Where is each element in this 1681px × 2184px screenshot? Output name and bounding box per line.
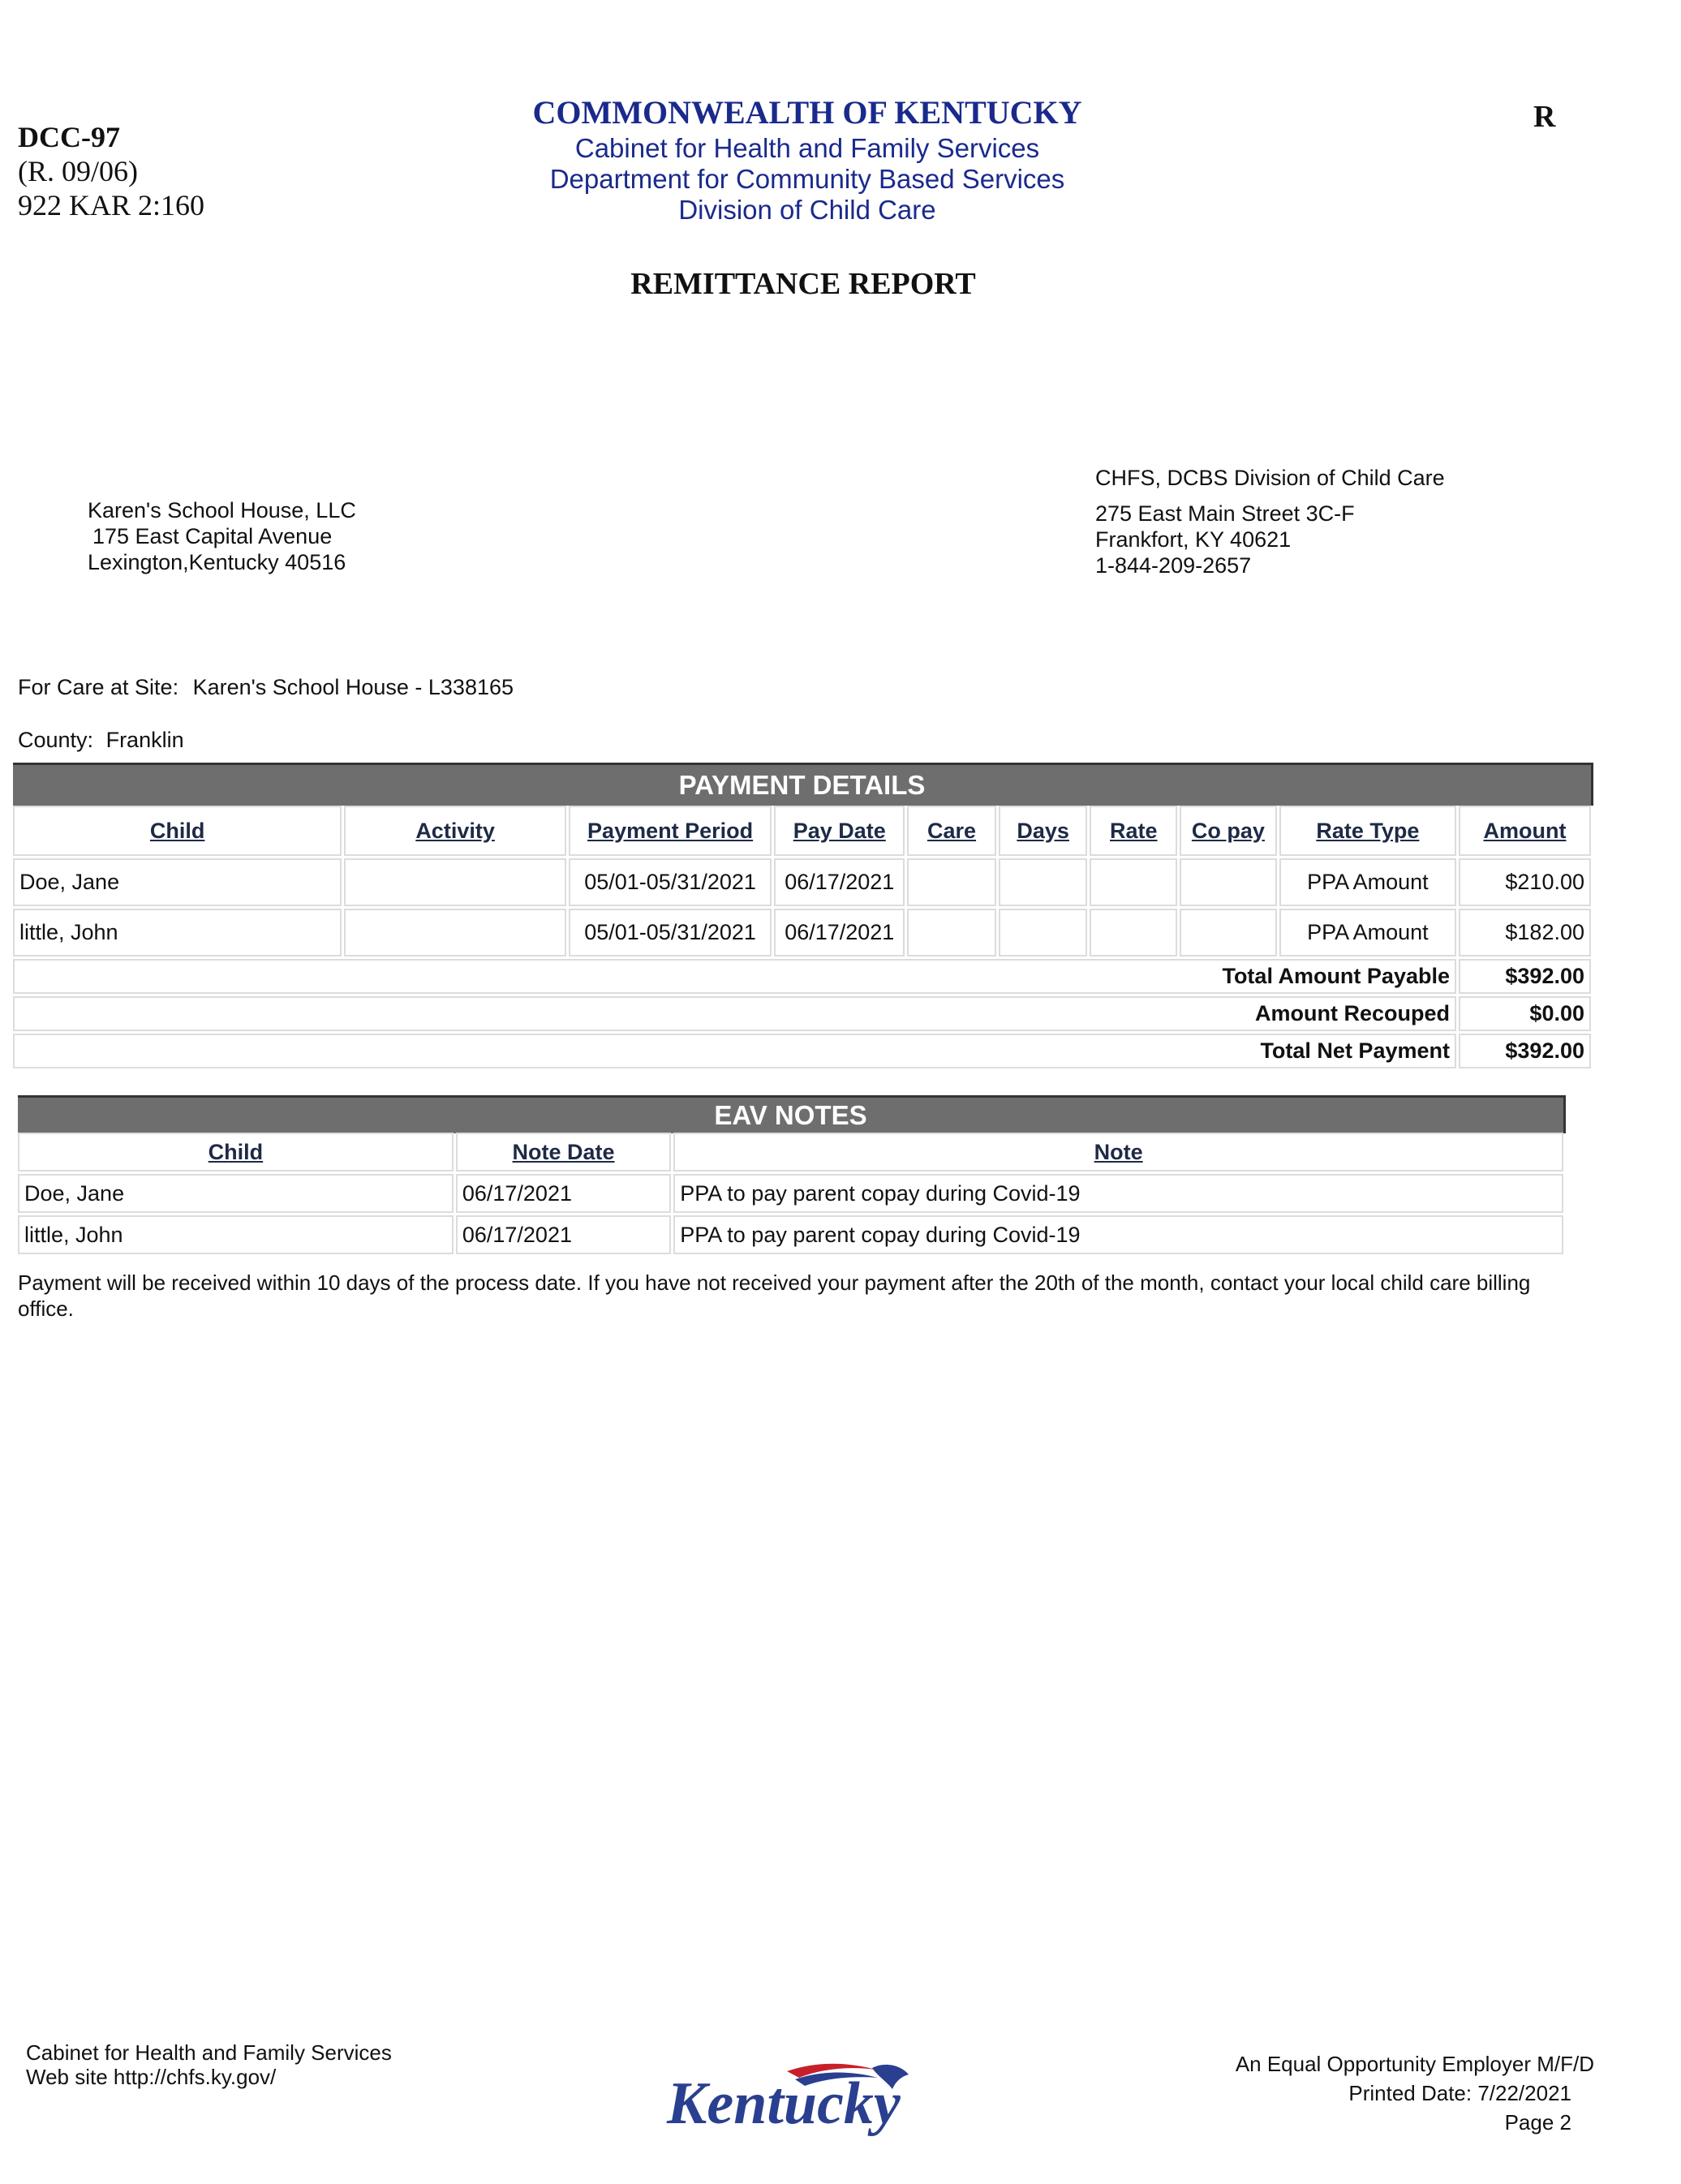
total-label: Total Net Payment <box>13 1034 1456 1068</box>
cell-amount: $210.00 <box>1459 858 1591 906</box>
eav-notes-banner: EAV NOTES <box>18 1095 1566 1133</box>
total-net-payment-row <box>13 1034 1591 1068</box>
office-city: Frankfort, KY 40621 <box>1095 527 1292 552</box>
office-phone: 1-844-209-2657 <box>1095 553 1252 578</box>
column-header-care: Care <box>907 806 996 856</box>
table-row <box>13 909 1591 957</box>
cabinet-name: Cabinet for Health and Family Services <box>574 133 1040 163</box>
column-header-note: Note <box>673 1133 1563 1172</box>
cell-rate-type: PPA Amount <box>1279 858 1456 906</box>
form-mark: R <box>1533 100 1556 134</box>
cell-note: PPA to pay parent copay during Covid-19 <box>673 1215 1563 1254</box>
footer-website: Web site http://chfs.ky.gov/ <box>26 2065 277 2089</box>
total-value: $392.00 <box>1459 1034 1591 1068</box>
cell-child: little, John <box>18 1215 454 1254</box>
cell-amount: $182.00 <box>1459 909 1591 957</box>
total-value: $392.00 <box>1459 959 1591 994</box>
footer-left <box>26 2040 392 2089</box>
provider-address <box>88 497 356 575</box>
logo-wordmark: Kentucky <box>667 2070 901 2137</box>
cell-days <box>999 858 1088 906</box>
cell-rate <box>1090 909 1177 957</box>
footer-right <box>1201 2049 1594 2137</box>
footer-printed-date: Printed Date: 7/22/2021 <box>1348 2081 1571 2105</box>
cell-child: Doe, Jane <box>18 1174 454 1213</box>
cell-note-date: 06/17/2021 <box>456 1174 671 1213</box>
total-label: Total Amount Payable <box>13 959 1456 994</box>
column-header-activity: Activity <box>344 806 566 856</box>
cell-payment-period: 05/01-05/31/2021 <box>569 909 772 957</box>
form-code: DCC-97 <box>18 121 120 153</box>
total-amount-payable-row <box>13 959 1591 994</box>
table-row <box>18 1215 1563 1254</box>
cell-note-date: 06/17/2021 <box>456 1215 671 1254</box>
column-header-rate-type: Rate Type <box>1279 806 1456 856</box>
care-site-value: Karen's School House - L338165 <box>192 675 514 699</box>
table-row <box>13 858 1591 906</box>
table-header-row <box>18 1133 1563 1172</box>
provider-city: Lexington,Kentucky 40516 <box>88 550 346 574</box>
care-site-label: For Care at Site: <box>18 675 179 699</box>
office-street: 275 East Main Street 3C-F <box>1095 501 1355 526</box>
amount-recouped-row <box>13 996 1591 1031</box>
table-header-row <box>13 806 1591 856</box>
cell-care <box>907 909 996 957</box>
county-value: Franklin <box>105 728 184 752</box>
agency-header <box>0 92 1614 226</box>
cell-activity <box>344 858 566 906</box>
state-name: COMMONWEALTH OF KENTUCKY <box>532 94 1082 131</box>
county-label: County: <box>18 728 94 752</box>
office-name: CHFS, DCBS Division of Child Care <box>1095 466 1445 490</box>
cell-activity <box>344 909 566 957</box>
column-header-days: Days <box>999 806 1088 856</box>
office-address <box>1095 465 1445 578</box>
column-header-note-date: Note Date <box>456 1133 671 1172</box>
eav-notes-table <box>15 1130 1566 1257</box>
care-site <box>18 675 514 700</box>
provider-name: Karen's School House, LLC <box>88 498 356 522</box>
payment-notice: Payment will be received within 10 days of the process date. If you have not received your payment after the 20th of the month, contact your local child care billing office. <box>18 1270 1531 1321</box>
column-header-amount: Amount <box>1459 806 1591 856</box>
payment-details-banner: PAYMENT DETAILS <box>13 763 1593 806</box>
county <box>18 728 184 753</box>
footer-cabinet: Cabinet for Health and Family Services <box>26 2040 392 2065</box>
column-header-rate: Rate <box>1090 806 1177 856</box>
total-value: $0.00 <box>1459 996 1591 1031</box>
cell-note: PPA to pay parent copay during Covid-19 <box>673 1174 1563 1213</box>
cell-days <box>999 909 1088 957</box>
department-name: Department for Community Based Services <box>549 164 1065 194</box>
page-title: REMITTANCE REPORT <box>630 267 976 301</box>
cell-payment-period: 05/01-05/31/2021 <box>569 858 772 906</box>
kentucky-logo-graphic <box>665 2057 941 2138</box>
cell-child: Doe, Jane <box>13 858 342 906</box>
table-row <box>18 1174 1563 1213</box>
column-header-copay: Co pay <box>1180 806 1277 856</box>
footer-employer: An Equal Opportunity Employer M/F/D <box>1235 2052 1594 2076</box>
column-header-child: Child <box>13 806 342 856</box>
cell-rate <box>1090 858 1177 906</box>
cell-pay-date: 06/17/2021 <box>774 858 905 906</box>
footer-page-number: Page 2 <box>1504 2110 1571 2135</box>
cell-copay <box>1180 858 1277 906</box>
cell-care <box>907 858 996 906</box>
provider-street: 175 East Capital Avenue <box>92 524 333 548</box>
form-revision: (R. 09/06) <box>18 155 138 187</box>
form-regulation: 922 KAR 2:160 <box>18 189 205 221</box>
cell-copay <box>1180 909 1277 957</box>
column-header-child: Child <box>18 1133 454 1172</box>
cell-child: little, John <box>13 909 342 957</box>
kentucky-logo <box>665 2057 941 2142</box>
cell-pay-date: 06/17/2021 <box>774 909 905 957</box>
total-label: Amount Recouped <box>13 996 1456 1031</box>
column-header-pay-date: Pay Date <box>774 806 905 856</box>
payment-details-table <box>11 803 1593 1071</box>
column-header-payment-period: Payment Period <box>569 806 772 856</box>
cell-rate-type: PPA Amount <box>1279 909 1456 957</box>
division-name: Division of Child Care <box>678 195 936 225</box>
